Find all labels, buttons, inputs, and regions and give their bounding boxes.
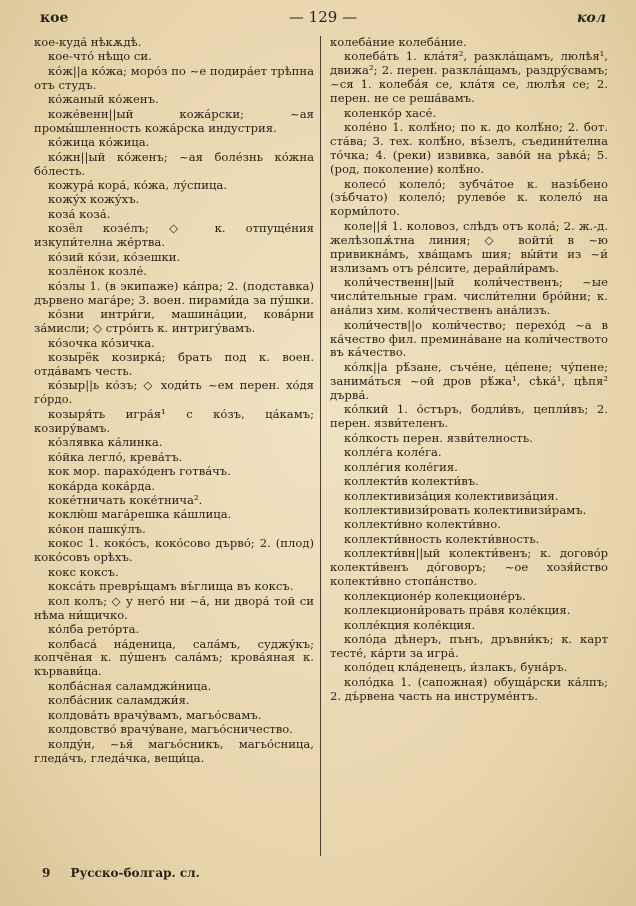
dictionary-entry: козёл козе́лъ; ◇ к. отпуще́ния изкупи́телна же́ртва. [34, 221, 314, 250]
signature-number: 9 [42, 866, 51, 880]
column-divider [320, 36, 321, 856]
dictionary-entry: коллективизи́ровать колективизи́рамъ. [344, 502, 587, 517]
dictionary-entry: ко́жн||ый ко́женъ; ~ая боле́знь ко́жна бо́лесть. [34, 149, 314, 178]
dictionary-entry: коллективиза́ция колективиза́ция. [344, 488, 559, 503]
dictionary-entry: кое-куда́ нѣкѫдѣ. [34, 35, 142, 49]
left-column [34, 36, 314, 766]
dictionary-entry: колесо́ колело́; зубча́тое к. назъ́бено (зъ́бчато) колело́; рулево́е к. колело́ на корми́лото. [330, 176, 608, 219]
dictionary-entry: коклю́ш мага́решка ка́шлица. [48, 507, 232, 522]
dictionary-entry: ко́йка легло́, крева́тъ. [48, 449, 183, 464]
dictionary-entry: колле́кция коле́кция. [344, 617, 476, 632]
dictionary-entry: коллекти́в колекти́въ. [344, 474, 479, 489]
dictionary-entry: коли́честв||о коли́чество; перехо́д ~а в ка́чество фил. премина́ване на коли́чеството въ ка́чество. [330, 317, 608, 360]
dictionary-entry: коло́да дѣнеръ, пънъ, дръвни́къ; к. карт тесте́, ка́рти за игра́. [330, 632, 608, 660]
dictionary-entry: коже́венн||ый кожа́рски; ~ая промы́шленность кожа́рска индустрия. [34, 106, 314, 135]
dictionary-entry: коке́тничать коке́тнича². [48, 493, 203, 507]
dictionary-entry: ко́злы 1. (в экипаже) ка́пра; 2. (подставка) дървено мага́ре; 3. воен. пирами́да за пу́шки. [34, 278, 314, 307]
dictionary-entry: ко́злявка ка́линка. [48, 435, 163, 450]
dictionary-entry: кок мор. парахо́денъ готва́чъ. [48, 464, 231, 479]
dictionary-entry: ко́лк||а рѣ́зане, съче́не, це́пене; чу́пене; занима́ться ~ой дров рѣ́жа¹, сѣка́¹, цѣпя² дърва́. [330, 359, 608, 402]
dictionary-entry: ко́зий ко́зи, ко́зешки. [48, 249, 181, 264]
dictionary-entry: колле́гия коле́гия. [344, 459, 458, 474]
dictionary-entry: коза́ коза́. [48, 206, 111, 221]
dictionary-entry: кокос 1. коко́съ, коко́сово дърво́; 2. (плод) коко́совъ орѣхъ. [34, 536, 314, 565]
dictionary-entry: кокса́ть превръ́щамъ въ́глища въ коксъ. [48, 579, 294, 594]
dictionary-entry: ко́жица ко́жица. [48, 135, 150, 150]
right-column [330, 36, 608, 704]
dictionary-entry: кожура́ кора́, ко́жа, лу́спица. [48, 178, 228, 193]
page-header [40, 6, 606, 28]
dictionary-entry: козлёнок козле́. [48, 264, 147, 279]
dictionary-entry: ко́зочка ко́зичка. [48, 335, 155, 350]
dictionary-entry: кока́рда кока́рда. [48, 478, 156, 493]
dictionary-entry: коле||я́ 1. коловоз, слѣдъ отъ кола́; 2. ж.-д. желѣзопѫ́тна линия; ◇ войти́ в ~ю привикна́мъ, хва́щамъ шия; вы́йти из ~и́ излизамъ отъ ре́лсите, дерайли́рамъ. [330, 218, 608, 275]
dictionary-entry: ко́лкий 1. о́стъръ, бодли́въ, цепли́въ; 2. перен. язви́теленъ. [330, 402, 608, 431]
dictionary-entry: колеба́ние колеба́ние. [330, 35, 467, 49]
dictionary-entry: ко́ж||а ко́жа; моро́з по ~е подира́ет трѣпна отъ студъ. [34, 63, 314, 92]
dictionary-entry: колеба́ть 1. кла́тя², разкла́щамъ, люлѣя¹, движа²; 2. перен. разкла́щамъ, раздру́свамъ; ~ся 1. колеба́я се, кла́тя се, люлѣя се; 2. перен. не се реша́вамъ. [330, 49, 608, 106]
dictionary-entry: колбаса́ на́деница, сала́мъ, суджу́къ; копчёная к. пу́шенъ сала́мъ; крова́яная к. кървави́ца. [34, 636, 314, 679]
dictionary-entry: колду́н, ~ья́ магьо́сникъ, магьо́сница, гледа́чъ, гледа́чка, вещи́ца. [34, 736, 314, 765]
dictionary-entry: колле́га коле́га. [344, 445, 442, 460]
dictionary-entry: коленко́р хасе́. [344, 105, 437, 120]
dictionary-entry: коллекти́вн||ый колекти́венъ; к. догово́р колекти́венъ до́говоръ; ~ое хозя́йство колекти́вно стопа́нство. [330, 546, 608, 589]
page-footer [42, 866, 200, 880]
dictionary-entry: колдовство́ врачу́ване, магьо́сничество. [48, 722, 293, 737]
dictionary-entry: коллекциони́ровать пра́вя коле́кция. [344, 603, 571, 618]
dictionary-entry: козырёк козирка́; брать под к. воен. отда́вамъ честь. [34, 349, 314, 378]
dictionary-entry: ко́лкость перен. язви́телность. [344, 430, 533, 445]
dictionary-entry: колба́сная саламджи́ница. [48, 678, 212, 693]
dictionary-entry: ко́кон пашку́лъ. [48, 521, 146, 536]
dictionary-entry: ко́жаный ко́женъ. [48, 92, 159, 107]
footer-title: Русско-болгар. сл. [70, 866, 200, 880]
dictionary-entry: коло́дец кла́денецъ, и́злакъ, буна́ръ. [344, 660, 568, 675]
dictionary-entry: коли́чественн||ый коли́чественъ; ~ые числи́тельные грам. числи́телни бро́йни; к. ана́лиз хим. коли́чественъ ана́лизъ. [330, 275, 608, 318]
dictionary-entry: колба́сник саламджи́я. [48, 693, 190, 708]
dictionary-entry: кое-что́ нѣщо си. [48, 49, 152, 64]
dictionary-entry: коло́дка 1. (сапожная) обуща́рски ка́лпъ; 2. дъ́рвена часть на инструме́нтъ. [330, 674, 608, 703]
dictionary-entry: коллекти́вно колекти́вно. [344, 517, 501, 532]
dictionary-entry: кокс коксъ. [48, 564, 119, 579]
dictionary-entry: ко́лба рето́рта. [48, 622, 140, 637]
page-number: — 129 — [288, 8, 358, 26]
dictionary-entry: коллекти́вность колекти́вность. [344, 531, 540, 546]
dictionary-entry: коле́но 1. колѣ́но; по к. до колѣ́но; 2. бот. ста́ва; 3. тех. колѣ́но, въ́зелъ, съедини́телна то́чка; 4. (реки) извивка, заво́й на рѣка́; 5. (род, поколение) колѣ́но. [330, 120, 608, 177]
dictionary-entry: колдова́ть врачу́вамъ, магьо́свамъ. [48, 707, 262, 722]
dictionary-entry: ко́зни интри́ги, машина́ции, кова́рни за́мисли; ◇ стро́ить к. интригу́вамъ. [34, 307, 314, 336]
header-left-guideword: кое [40, 10, 69, 26]
dictionary-entry: коллекционе́р колекционе́ръ. [344, 588, 526, 603]
dictionary-entry: кожу́х кожу́хъ. [48, 192, 140, 207]
dictionary-entry: ко́зыр||ь ко́зъ; ◇ ходи́ть ~ем перен. хо́дя го́рдо. [34, 378, 314, 407]
dictionary-entry: козыря́ть игра́я¹ с ко́зъ, ца́камъ; козиру́вамъ. [34, 406, 314, 435]
dictionary-entry: кол колъ; ◇ у него́ ни ~а́, ни двора́ той си нѣма ни́щичко. [34, 593, 314, 622]
header-right-guideword: кол [576, 10, 606, 26]
